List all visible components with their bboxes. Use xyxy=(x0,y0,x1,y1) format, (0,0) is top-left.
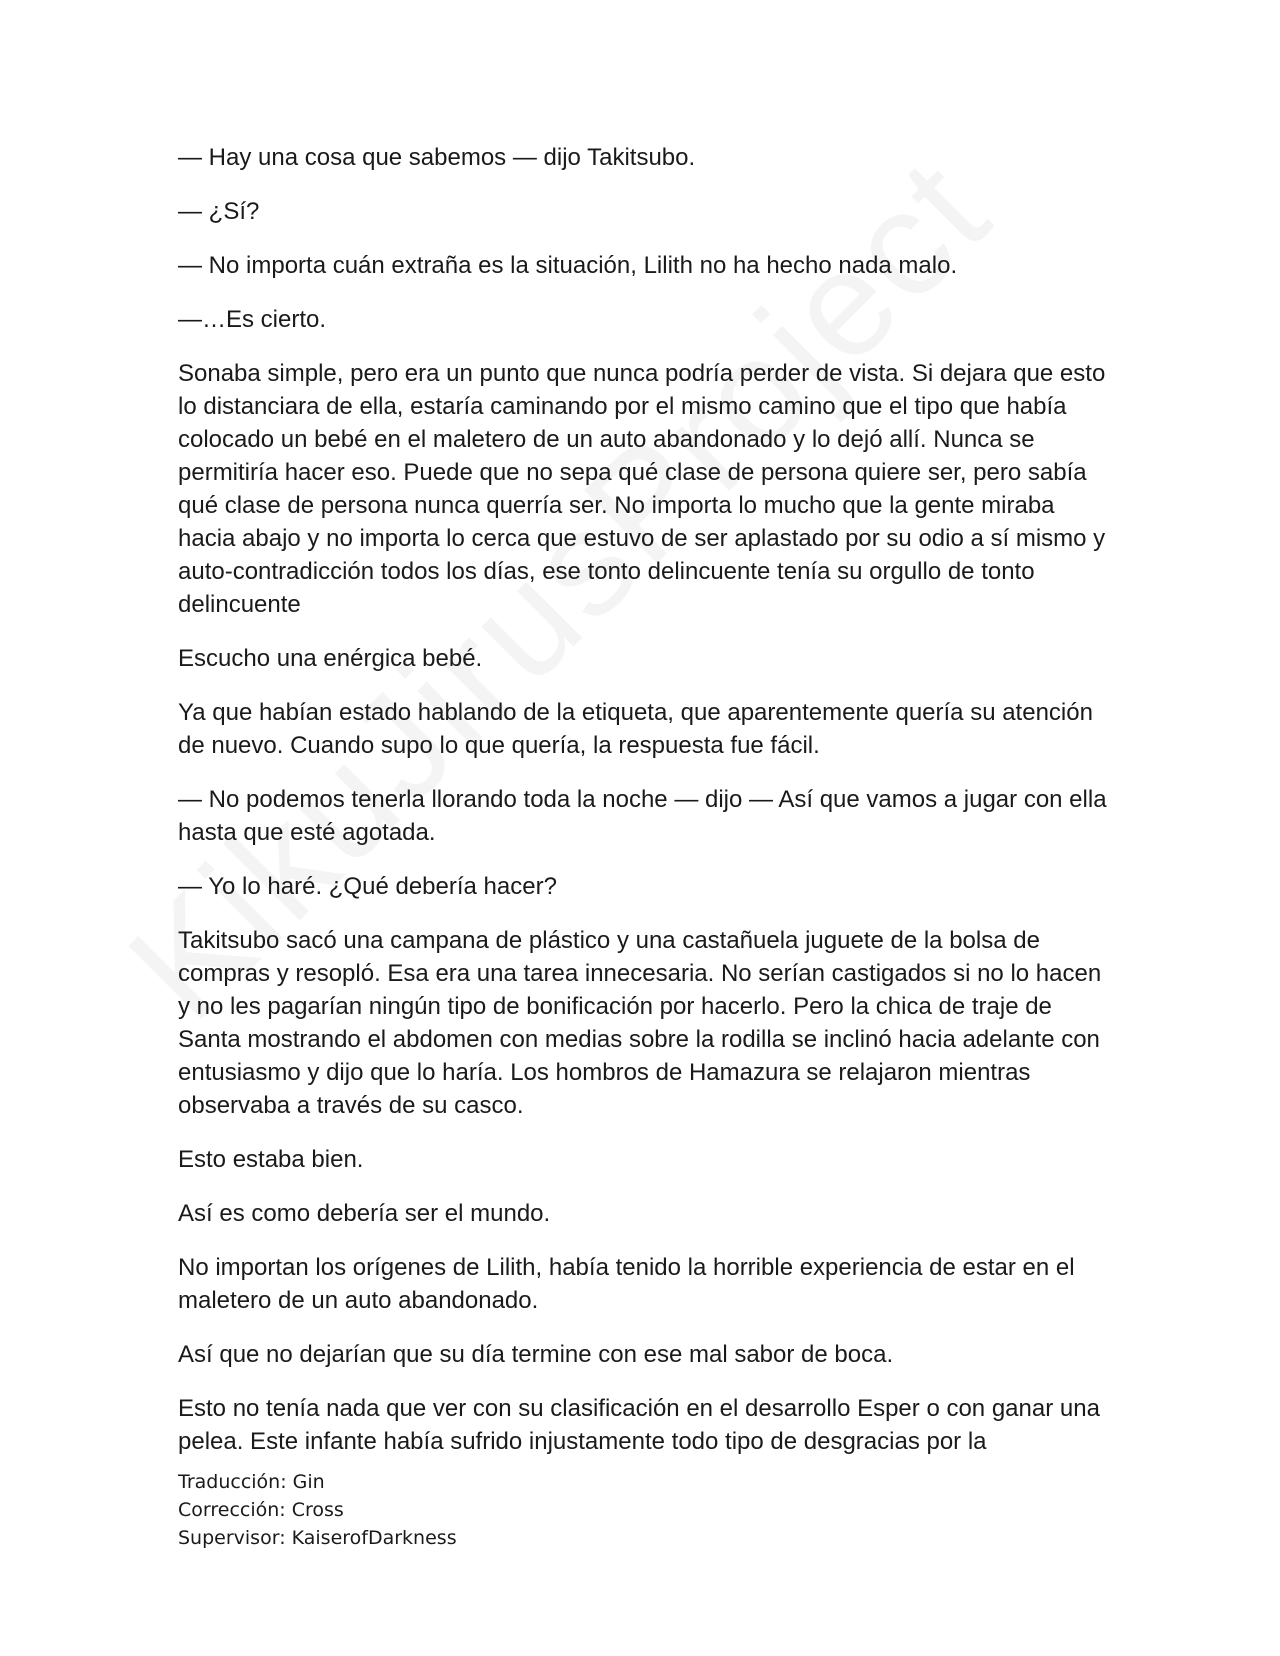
paragraph: Esto no tenía nada que ver con su clasificación en el desarrollo Esper o con ganar una pelea. Este infante había sufrido injustamente todo tipo de desgracias por la xyxy=(178,1395,1100,1455)
credit-supervisor: Supervisor: KaiserofDarkness xyxy=(178,1527,457,1549)
credits-footer xyxy=(178,1468,457,1552)
paragraph: Esto estaba bien. xyxy=(178,1146,364,1173)
paragraph: Takitsubo sacó una campana de plástico y una castañuela juguete de la bolsa de compras y resopló. Esa era una tarea innecesaria. No serían castigados si no lo hacen y no les pagarían ningún tipo de bonificación por hacerlo. Pero la chica de traje de Santa mostrando el abdomen con medias sobre la rodilla se inclinó hacia adelante con entusiasmo y dijo que lo haría. Los hombros de Hamazura se relajaron mientras observaba a través de su casco. xyxy=(178,927,1102,1119)
paragraph: Ya que habían estado hablando de la etiqueta, que aparentemente quería su atención de nuevo. Cuando supo lo que quería, la respuesta fue fácil. xyxy=(178,699,1093,759)
paragraph: — No podemos tenerla llorando toda la noche — dijo — Así que vamos a jugar con ella hasta que esté agotada. xyxy=(178,786,1107,846)
paragraph: — Hay una cosa que sabemos — dijo Takitsubo. xyxy=(178,144,696,171)
paragraph: Sonaba simple, pero era un punto que nunca podría perder de vista. Si dejara que esto lo distanciara de ella, estaría caminando por el mismo camino que el tipo que había colocado un bebé en el maletero de un auto abandonado y lo dejó allí. Nunca se permitiría hacer eso. Puede que no sepa qué clase de persona quiere ser, pero sabía qué clase de persona nunca querría ser. No importa lo mucho que la gente miraba hacia abajo y no importa lo cerca que estuvo de ser aplastado por su odio a sí mismo y auto-contradicción todos los días, ese tonto delincuente tenía su orgullo de tonto delincuente xyxy=(178,360,1106,618)
credit-correction: Corrección: Cross xyxy=(178,1499,344,1521)
paragraph: Así que no dejarían que su día termine con ese mal sabor de boca. xyxy=(178,1341,894,1368)
paragraph: Así es como debería ser el mundo. xyxy=(178,1200,551,1227)
paragraph: —…Es cierto. xyxy=(178,306,327,333)
paragraph: — Yo lo haré. ¿Qué debería hacer? xyxy=(178,873,557,900)
paragraph: — No importa cuán extraña es la situación, Lilith no ha hecho nada malo. xyxy=(178,252,958,279)
body-text xyxy=(178,141,1108,1479)
paragraph: — ¿Sí? xyxy=(178,198,260,225)
paragraph: Escucho una enérgica bebé. xyxy=(178,645,483,672)
paragraph: No importan los orígenes de Lilith, había tenido la horrible experiencia de estar en el maletero de un auto abandonado. xyxy=(178,1254,1075,1314)
credit-translation: Traducción: Gin xyxy=(178,1471,325,1493)
